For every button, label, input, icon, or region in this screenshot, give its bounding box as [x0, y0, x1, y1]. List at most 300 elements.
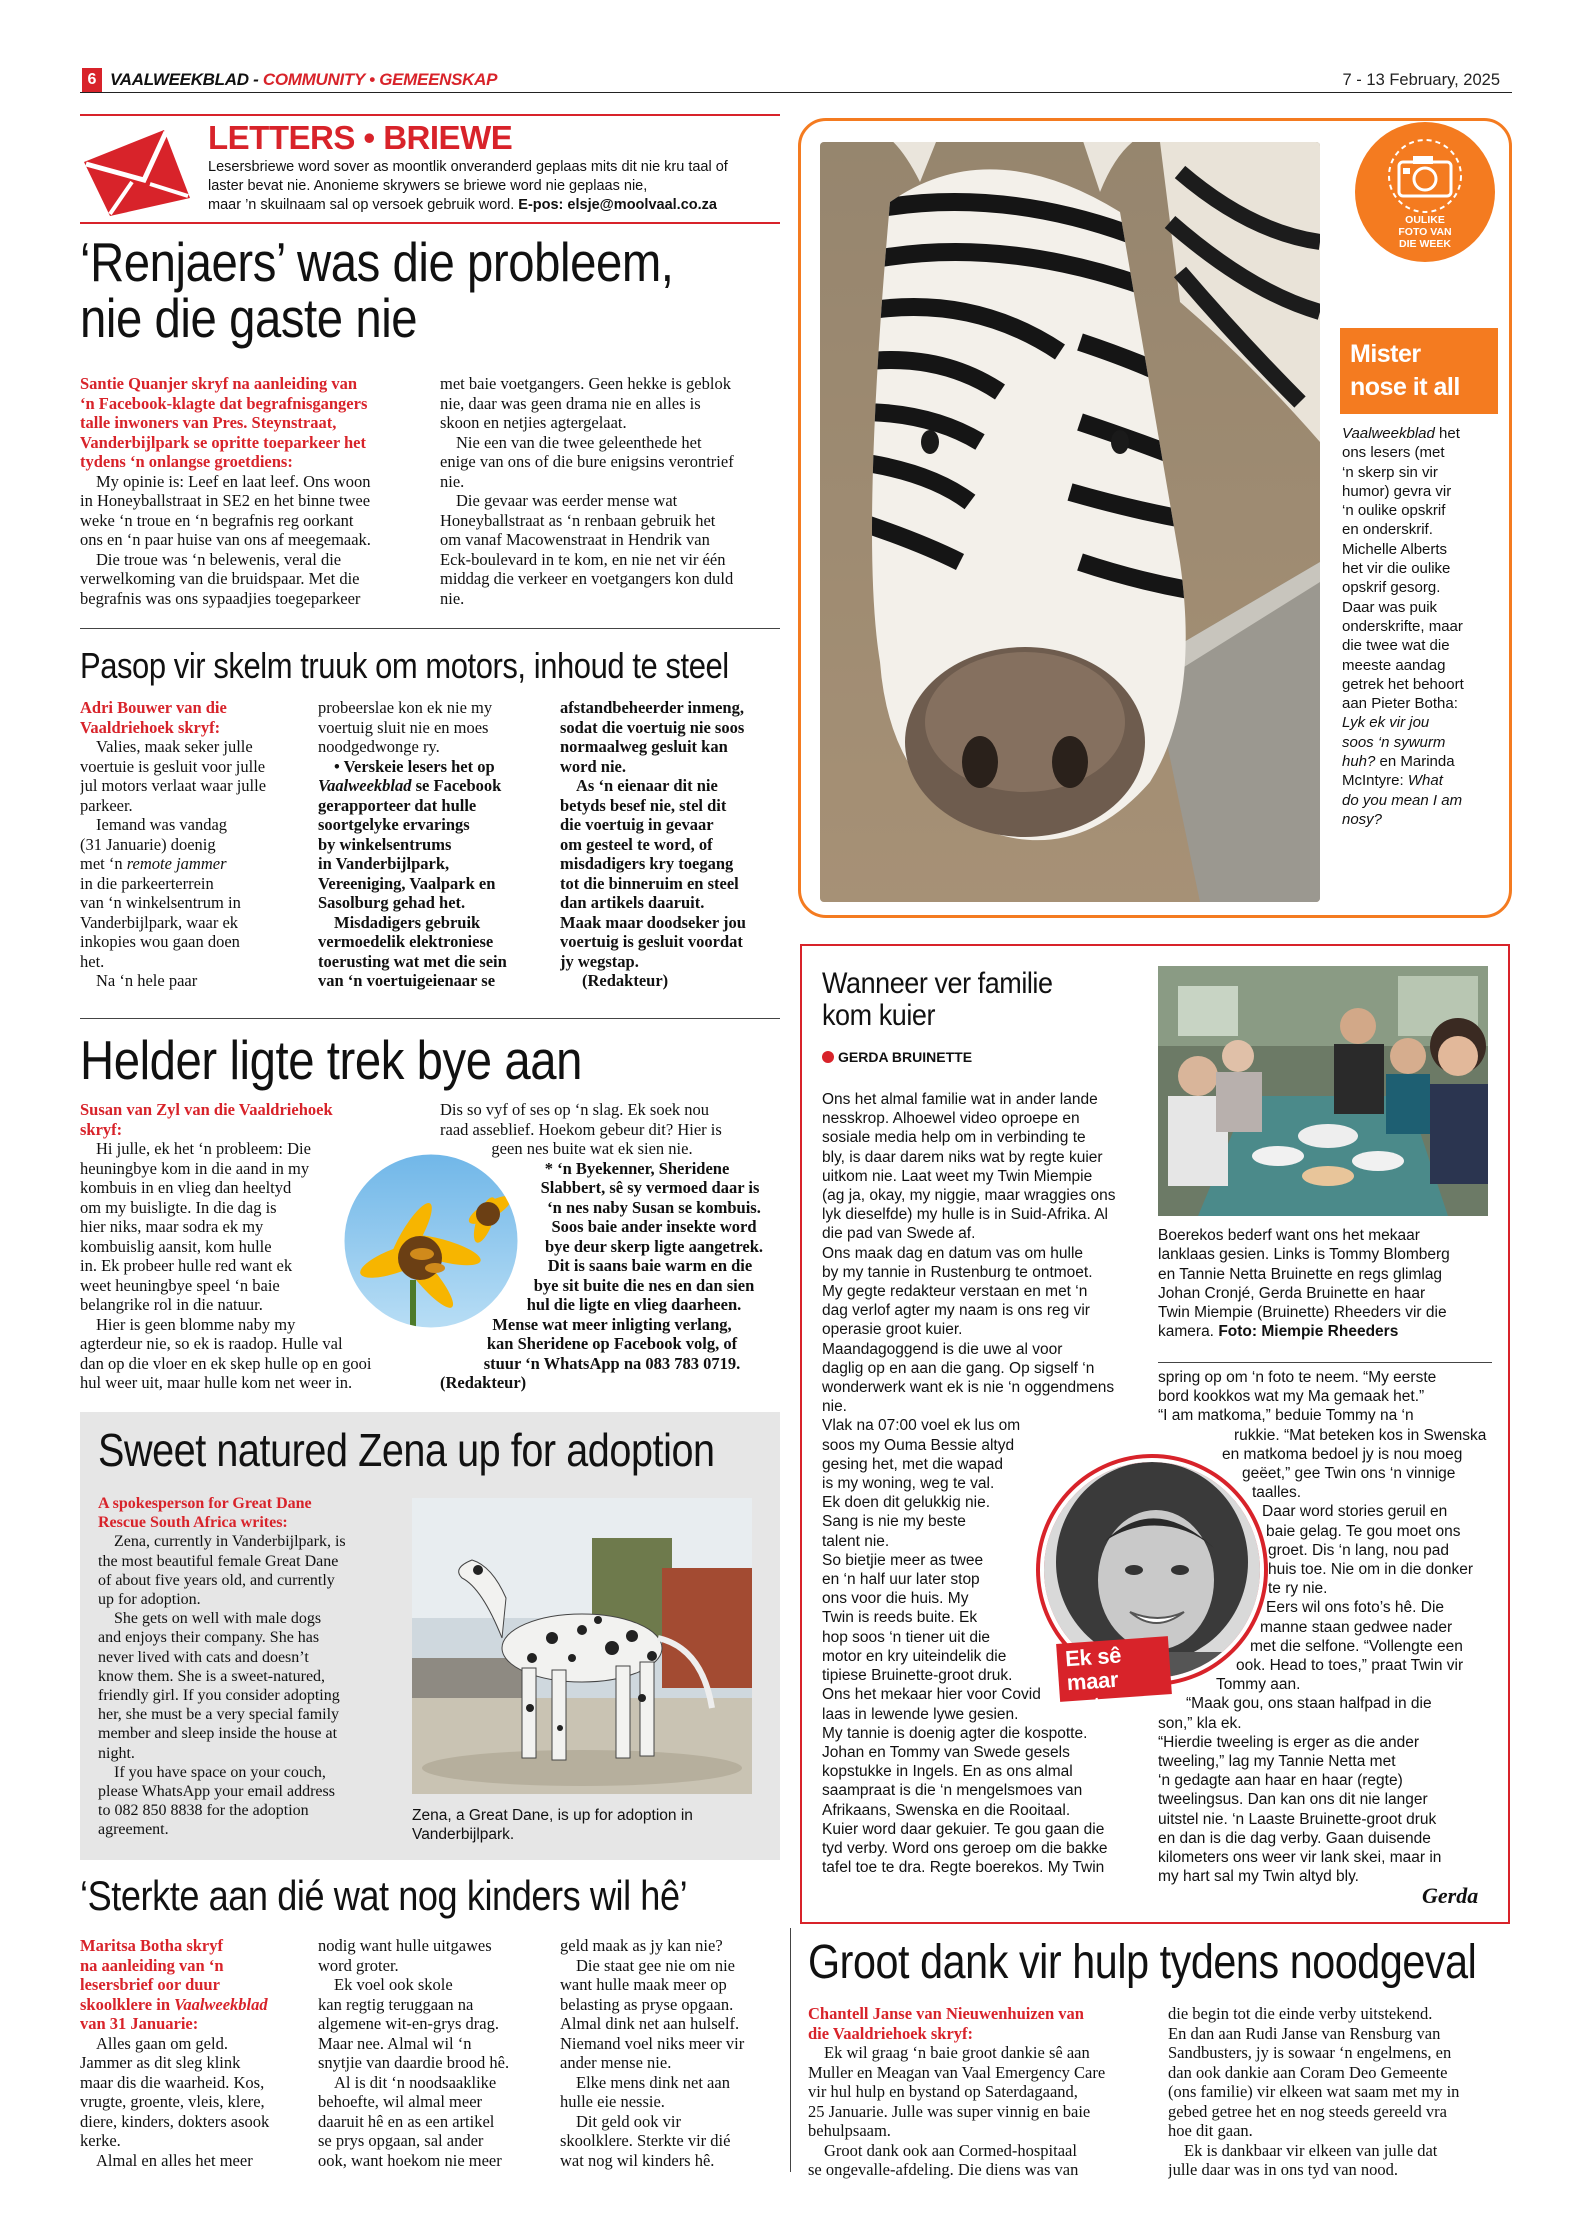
body-line: tafel toe te dra. Regte boerekos. My Twin [822, 1859, 1105, 1877]
body-line: her, she must be a very special family [98, 1706, 340, 1724]
body-line: please WhatsApp your email address [98, 1783, 335, 1801]
body-line: Ek voel ook skole [334, 1975, 453, 1994]
caption-rule [1158, 1362, 1492, 1363]
body-text-italic: Vaalweekblad [318, 776, 412, 795]
body-line: dan op die vloer en ek skep hulle op en gooi [80, 1353, 372, 1373]
body-line: Jammer as dit sleg klink [80, 2053, 241, 2072]
body-line: voertuig is gesluit voordat [560, 932, 743, 951]
body-line: uitkom nie. Laat weet my Twin Miempie [822, 1167, 1093, 1185]
helder-headline: Helder ligte trek bye aan [80, 1029, 582, 1091]
family-byline [822, 1048, 972, 1066]
body-line: manne staan gedwee nader [1260, 1618, 1453, 1636]
zena-headline: Sweet natured Zena up for adoption [98, 1424, 715, 1476]
body-line: dan artikels daaruit. [560, 893, 705, 912]
body-line: Daar word stories geruil en [1262, 1503, 1448, 1521]
body-line: in Vanderbijlpark, [318, 854, 450, 873]
letters-title: LETTERS • BRIEWE [208, 119, 513, 156]
body-line: voertuig sluit nie en moes [318, 717, 489, 737]
body-line: belasting as pryse opgaan. [560, 1994, 734, 2014]
body-line: probeerslae kon ek nie my [318, 698, 493, 717]
pasop-col-3 [560, 698, 782, 991]
body-line: Ek doen dit gelukkig nie. [822, 1494, 991, 1512]
body-line: geld maak as jy kan nie? [560, 1936, 723, 1955]
text-line: het vir die oulike [1342, 560, 1451, 578]
body-line: Sasolburg gehad het. [318, 893, 466, 912]
sterkte-col-1 [80, 1936, 296, 2170]
lead-line: Adri Bouwer van die [80, 698, 227, 717]
body-line: misdadigers kry toegang [560, 854, 734, 873]
body-line: bye deur skerp ligte aangetrek. [544, 1236, 763, 1256]
headline-line: Wanneer ver familie [822, 967, 1053, 1000]
text-line: en onderskrif. [1342, 521, 1433, 539]
body-line: agreement. [98, 1821, 169, 1839]
section-rule [80, 628, 780, 629]
body-line: saampraat is die ‘n mengelsmoes van [822, 1782, 1083, 1800]
dank-col-1 [808, 2004, 1160, 2180]
body-line: my hart sal my Twin altyd bly. [1158, 1868, 1359, 1886]
body-line: kan Sheridene op Facebook volg, of [486, 1334, 738, 1353]
photo-credit: Foto: Miempie Rheeders [1218, 1323, 1399, 1341]
letters-policy [208, 158, 778, 215]
lead-line: Maritsa Botha skryf [80, 1936, 223, 1955]
body-line: voertuie is gesluit voor julle [80, 756, 266, 776]
body-line: Ek is dankbaar vir elkeen van julle dat [1184, 2140, 1438, 2160]
body-line: in Honeyballstraat in SE2 en het binne twee [80, 491, 371, 510]
body-line: dag verlof agter my naam is ons reg vir [822, 1302, 1090, 1320]
renjaers-col-2 [440, 374, 780, 608]
byline-name: GERDA BRUINETTE [838, 1049, 973, 1065]
body-line: operasie groot kuier. [822, 1321, 963, 1339]
body-line: Vlak na 07:00 voel ek lus om [822, 1417, 1021, 1435]
policy-line: laster bevat nie. Anonieme skrywers se briewe word nie geplaas nie, [208, 178, 648, 194]
body-line: Tommy aan. [1216, 1676, 1301, 1694]
body-line: toerusting wat met die sein [318, 951, 507, 971]
body-line: hul die ligte en vlieg daarheen. [526, 1295, 742, 1314]
body-line: Hi julle, ek het ‘n probleem: Die [96, 1139, 311, 1158]
text: het [1434, 425, 1460, 442]
body-line: nie. [440, 471, 465, 491]
body-line: up for adoption. [98, 1591, 201, 1609]
lead-line: die Vaaldriehoek skryf: [808, 2023, 974, 2043]
lead-line: Vanderbijlpark se opritte toeparkeer het [80, 432, 366, 452]
body-line: Zena, currently in Vanderbijlpark, is [114, 1533, 346, 1551]
title-line: nose it all [1350, 373, 1460, 401]
body-line: bye sit buite die nes en dan sien [533, 1275, 755, 1295]
body-line: to 082 850 8838 for the adoption [98, 1802, 309, 1820]
body-line: en ‘n half uur later stop [822, 1571, 980, 1589]
column-divider [790, 1928, 791, 2172]
photo-of-week-title [1340, 328, 1498, 414]
body-line: weke ‘n troue en ‘n begrafnis reg oorkant [80, 510, 354, 530]
body-line: die pad van Swede af. [822, 1225, 976, 1243]
text-italic: huh? [1342, 753, 1376, 771]
lead-line: ‘n Facebook-klagte dat begrafnisgangers [80, 393, 368, 413]
photo-of-week-badge [1355, 122, 1495, 262]
zena-body [98, 1494, 398, 1840]
body-line: begrafnis was ons sypaadjies toegeparkeer [80, 588, 361, 608]
body-line: hier niks, maar sodra ek my [80, 1217, 264, 1236]
body-line: and enjoys their company. She has [98, 1629, 320, 1647]
text-line: ‘n skerp sin vir [1342, 463, 1438, 481]
author-signature: Gerda [1422, 1883, 1479, 1908]
body-line: talent nie. [822, 1532, 890, 1550]
headline-line: kom kuier [822, 999, 935, 1032]
body-line: nesskrop. Alhoewel video oproepe en [822, 1110, 1080, 1128]
body-line: Maandagoggend is die uwe al voor [822, 1340, 1063, 1358]
body-line: maar dis die waarheid. Kos, [80, 2072, 265, 2092]
body-line: want hulle maak meer op [560, 1975, 727, 1994]
header-rule [80, 92, 1512, 93]
body-line: is my woning, weg te val. [822, 1475, 995, 1493]
body-line: skoon en netjies agtergelaat. [440, 413, 627, 432]
body-line: 25 Januarie. Julle was super vinnig en baie [808, 2101, 1091, 2121]
body-line: Misdadigers gebruik [334, 912, 481, 932]
body-line: • Verskeie lesers het op [334, 756, 495, 776]
lead-text-italic: Vaalweekblad [174, 1994, 268, 2014]
headline-line: nie die gaste nie [80, 287, 418, 349]
body-line: dan ook dankie aan Coram Deo Gemeente [1168, 2062, 1448, 2082]
zebra-photo [820, 142, 1320, 902]
body-line: Vereeniging, Vaalpark en [318, 873, 496, 893]
text-line: getrek het behoort [1342, 675, 1464, 693]
body-line: (31 Januarie) doenig [80, 834, 216, 854]
body-line: ook, want hoekom nie meer [318, 2150, 502, 2170]
photo-of-week-text [1342, 424, 1502, 829]
body-line: belangrike rol in die natuur. [80, 1295, 263, 1314]
body-line: Twin is reeds buite. Ek [822, 1609, 978, 1627]
body-line: die voertuig in gevaar [560, 815, 714, 834]
text-line: meeste aandag [1342, 656, 1446, 674]
body-line: tipiese Bruinette-groot druk. [822, 1667, 1013, 1685]
body-line: Soos baie ander insekte word [551, 1217, 757, 1236]
badge-line: OULIKE [1405, 214, 1445, 226]
body-line: Sandbusters, jy is sowaar ‘n engelmens, en [1168, 2043, 1452, 2062]
body-line: Na ‘n hele paar [96, 971, 198, 990]
body-line: ons en ‘n paar huise van ons af meegemaak. [80, 530, 371, 549]
body-line: met baie voetgangers. Geen hekke is geblok [440, 374, 731, 393]
body-line: Eck-boulevard in te kom, en nie net vir één [440, 549, 726, 569]
body-line: motor en kry uiteindelik die [822, 1647, 1007, 1665]
badge-text [1355, 214, 1495, 250]
family-dinner-photo [1158, 966, 1488, 1216]
body-line: If you have space on your couch, [114, 1763, 326, 1781]
body-line: * ‘n Byekenner, Sheridene [544, 1158, 730, 1178]
family-photo-caption [1158, 1226, 1492, 1342]
dank-headline: Groot dank vir hulp tydens noodgeval [808, 1936, 1477, 1989]
body-line: diere, kinders, dokters asook [80, 2111, 270, 2131]
editor-note: (Redakteur) [582, 971, 669, 990]
body-line: behoefte, wil almal meer [318, 2092, 483, 2111]
body-line: by my tannie in Rustenburg te ontmoet. [822, 1263, 1093, 1281]
text-line: Michelle Alberts [1342, 540, 1448, 558]
body-line: het. [80, 951, 105, 971]
body-line: taalles. [1252, 1484, 1302, 1502]
body-line: nie, daar was geen drama nie en alles is [440, 393, 701, 413]
body-line: noodgedwonge ry. [318, 737, 440, 756]
body-line: kerke. [80, 2131, 121, 2150]
body-line: Kuier word daar gekuier. Te gou gaan die [822, 1820, 1105, 1838]
masthead [110, 68, 497, 92]
editor-note: (Redakteur) [440, 1373, 527, 1392]
body-line: My opinie is: Leef en laat leef. Ons woon [96, 471, 371, 491]
body-line: “I am matkoma,” beduie Tommy na ‘n [1158, 1407, 1414, 1425]
body-line: om vanaf Macowenstraat in Hendrik van [440, 530, 710, 549]
text-line: ‘n oulike opskrif [1342, 502, 1446, 520]
body-line: die begin tot die einde verby uitstekend. [1168, 2004, 1433, 2023]
text: McIntyre: [1342, 772, 1408, 790]
body-line: Almal dink net aan hulself. [560, 2014, 740, 2033]
body-line: the most beautiful female Great Dane [98, 1552, 339, 1570]
body-line: Die gevaar was eerder mense wat [456, 491, 678, 510]
sterkte-headline: ‘Sterkte aan dié wat nog kinders wil hê’ [80, 1872, 688, 1919]
body-line: julle daar was in ons tyd van nood. [1168, 2160, 1399, 2179]
body-line: Die staat gee nie om nie [576, 1955, 735, 1975]
body-line: Almal en alles het meer [96, 2150, 253, 2170]
lead-line: talle inwoners van Pres. Steynstraat, [80, 413, 337, 432]
body-line: soos my Ouma Bessie altyd [822, 1436, 1015, 1454]
body-text-italic: remote jammer [126, 854, 227, 873]
banner-top-rule [80, 114, 780, 116]
text-line: ons lesers (met [1342, 444, 1445, 462]
body-line: heuningbye kom in die aand in my [80, 1158, 310, 1178]
body-line: parkeer. [80, 795, 133, 815]
body-line: Ons het almal familie wat in ander lande [822, 1091, 1098, 1108]
body-line: son,” kla ek. [1158, 1714, 1242, 1732]
text-italic: What [1407, 772, 1443, 790]
lead-line: van 31 Januarie: [80, 2014, 199, 2033]
body-line: ons voor die huis. My [822, 1590, 969, 1608]
bee-sunflower-photo [340, 1150, 522, 1332]
lead-line: na aanleiding van ‘n [80, 1955, 224, 1975]
body-line: night. [98, 1744, 135, 1762]
body-line: Groot dank ook aan Cormed-hospitaal [824, 2140, 1077, 2160]
body-line: Ons het mekaar hier voor Covid [822, 1686, 1041, 1704]
body-line: snytjie van daardie brood hê. [318, 2053, 510, 2072]
banner-bottom-rule [80, 222, 780, 224]
body-line: Afrikaans, Swenska en die Rooitaal. [822, 1801, 1071, 1819]
text-italic: Vaalweekblad [1342, 425, 1435, 442]
body-line: gesing het, met die wapad [822, 1455, 1003, 1473]
zena-caption [412, 1806, 752, 1844]
caption-line: en Tannie Netta Bruinette en regs glimlag [1158, 1265, 1443, 1283]
text-line: Daar was puik [1342, 598, 1438, 616]
body-line: Ek wil graag ‘n baie groot dankie sê aan [824, 2043, 1090, 2062]
body-line: My tannie is doenig agter die kospotte. [822, 1724, 1088, 1742]
body-line: van ‘n winkelsentrum in [80, 893, 241, 912]
masthead-paper: VAALWEEKBLAD - [110, 70, 263, 89]
body-line: never lived with cats and doesn’t [98, 1648, 309, 1666]
body-line: geëet,” gee Twin ons ‘n vinnige [1242, 1465, 1456, 1483]
body-line: stuur ‘n WhatsApp na 083 783 0719. [483, 1353, 741, 1373]
body-line: kopstukke in Ingels. En as ons almal [822, 1763, 1073, 1781]
body-line: Eers wil ons foto’s hê. Die [1266, 1599, 1445, 1617]
body-line: Iemand was vandag [96, 815, 228, 834]
sterkte-col-3 [560, 1936, 782, 2170]
body-line: hul weer uit, maar hulle kom net weer in. [80, 1373, 353, 1392]
lead-line: lesersbrief oor duur [80, 1975, 220, 1994]
body-line: Valies, maak seker julle [96, 737, 253, 756]
body-line: “Hierdie tweeling is erger as die ander [1158, 1733, 1420, 1751]
body-line: vermoedelik elektroniese [318, 932, 494, 951]
body-line: word groter. [318, 1955, 399, 1975]
body-line: Nie een van die twee geleenthede het [456, 432, 702, 452]
body-line: soortgelyke ervarings [318, 815, 470, 834]
body-line: lyk dieselfde) my hulle is in Suid-Afrika. Al [822, 1206, 1109, 1224]
body-line: skoolklere. Sterkte vir dié [560, 2131, 731, 2150]
great-dane-photo [412, 1498, 752, 1794]
body-line: Slabbert, sê sy vermoed daar is [540, 1178, 760, 1197]
body-line: se prys opgaan, sal ander [318, 2131, 484, 2150]
text-line: nosy? [1342, 810, 1383, 828]
body-line: en matkoma bedoel jy is nou moeg [1222, 1445, 1463, 1463]
page-number: 6 [82, 68, 102, 92]
body-line: (ag ja, okay, my niggie, maar wraggies ons [822, 1187, 1116, 1205]
body-line: wonderwerk want ek is nie ‘n oggendmens [822, 1379, 1115, 1397]
tag-line: Ek sê [1064, 1642, 1122, 1672]
body-line: gerapporteer dat hulle [318, 795, 477, 815]
dank-col-2 [1168, 2004, 1512, 2180]
caption-line: Zena, a Great Dane, is up for adoption in [412, 1807, 693, 1824]
body-line: en dan is die dag verby. Gaan duisende [1158, 1829, 1431, 1847]
caption-line: Boerekos bederf want ons het mekaar [1158, 1227, 1420, 1244]
body-line: Vanderbijlpark, waar ek [80, 912, 239, 932]
body-line: om my buisligte. In die dag is [80, 1197, 277, 1217]
body-line: groet. Dis ‘n lang, nou pad [1268, 1541, 1449, 1559]
text-line: Lyk ek vir jou [1342, 714, 1430, 732]
caption-line: Twin Miempie (Bruinette) Rheeders vir die [1158, 1304, 1447, 1322]
body-line: middag die verkeer en voetgangers kon duld [440, 569, 734, 588]
text: en Marinda [1375, 753, 1455, 771]
body-line: Dit is saans baie warm en die [547, 1256, 753, 1275]
body-line: jy wegstap. [560, 951, 639, 971]
body-line: (ons familie) vir elkeen wat saam met my in [1168, 2082, 1460, 2101]
text-line: humor) gevra vir [1342, 482, 1452, 500]
body-line: jul motors verlaat waar julle [80, 776, 267, 795]
lead-line: Chantell Janse van Nieuwenhuizen van [808, 2004, 1084, 2023]
body-line: hoe dit gaan. [1168, 2121, 1253, 2140]
body-line: weet heuningbye speel ‘n baie [80, 1275, 280, 1295]
text-line: opskrif gesorg. [1342, 579, 1441, 597]
renjaers-col-1 [80, 374, 420, 608]
text-line: die twee wat die [1342, 637, 1450, 655]
body-line: in. Ek probeer hulle red want ek [80, 1256, 293, 1275]
body-line: huis toe. Nie om in die donker [1268, 1561, 1474, 1579]
body-line: vir hul hulp en bystand op Saterdagaand, [808, 2082, 1078, 2101]
text-line: onderskrifte, maar [1342, 617, 1463, 635]
body-line: gebed getree het en nog steeds gereeld vra [1168, 2101, 1447, 2121]
family-headline [822, 968, 1053, 1032]
body-line: kombuis in en vlieg dan heeltyd [80, 1178, 292, 1197]
title-line: Mister [1350, 340, 1421, 368]
pasop-col-2 [318, 698, 544, 991]
body-line: Maak maar doodseker jou [560, 912, 746, 932]
body-line: word nie. [560, 756, 626, 776]
lead-line: Rescue South Africa writes: [98, 1514, 288, 1532]
pasop-headline: Pasop vir skelm truuk om motors, inhoud te steel [80, 645, 729, 686]
body-line: wat nog wil kinders hê. [560, 2150, 715, 2170]
body-line: hop soos ‘n tiener uit die [822, 1628, 991, 1646]
lead-line: skryf: [80, 1119, 123, 1139]
body-line: Johan en Tommy van Swede gesels [822, 1743, 1070, 1761]
body-text: se Facebook [411, 776, 502, 795]
body-line: nodig want hulle uitgawes [318, 1936, 492, 1955]
body-line: Die troue was ‘n belewenis, veral die [96, 549, 342, 569]
body-line: Niemand voel niks meer vir [560, 2033, 745, 2053]
body-line: Alles gaan om geld. [96, 2033, 228, 2053]
body-line: laas in lewende lywe gesien. [822, 1705, 1019, 1723]
body-line: behulpsaam. [808, 2121, 891, 2140]
body-line: Mense wat meer inligting verlang, [492, 1314, 732, 1334]
body-line: afstandbeheerder inmeng, [560, 698, 744, 717]
lead-text: skoolklere in [80, 1994, 175, 2014]
body-line: daglig op en aan die gang. Op sigself ‘n [822, 1359, 1095, 1377]
lead-line: tydens ‘n onlangse groetdiens: [80, 452, 293, 471]
body-line: tweelingsus. Dan kan ons dit nie langer [1158, 1791, 1428, 1809]
body-line: geen nes buite wat ek sien nie. [491, 1139, 693, 1158]
body-line: Dis so vyf of ses op ‘n slag. Ek soek nou [440, 1100, 710, 1119]
body-line: ook. Head to toes,” praat Twin vir [1236, 1657, 1464, 1675]
body-line: enige van ons of die bure enigsins verontrief [440, 452, 734, 471]
body-line: Honeyballstraat as ‘n renbaan gebruik het [440, 510, 716, 530]
byline-dot-icon [822, 1051, 834, 1063]
body-line: bord kookkos wat my Ma gemaak het.” [1158, 1388, 1425, 1406]
body-line: uitstel nie. ‘n Laaste Bruinette-groot druk [1158, 1810, 1437, 1828]
body-line: Elke mens dink net aan [576, 2072, 730, 2092]
lead-line: Santie Quanjer skryf na aanleiding van [80, 374, 358, 393]
body-line: En dan aan Rudi Janse van Rensburg van [1168, 2023, 1441, 2043]
body-line: om gesteel te word, of [560, 834, 713, 854]
body-line: van ‘n voertuigeienaar se [318, 971, 496, 990]
body-line: sodat die voertuig nie soos [560, 717, 745, 737]
issue-date: 7 - 13 February, 2025 [1342, 71, 1500, 89]
body-line: My gegte redakteur verstaan en met ‘n [822, 1283, 1088, 1301]
body-line: algemene wit-en-grys drag. [318, 2014, 499, 2033]
badge-line: DIE WEEK [1399, 238, 1451, 250]
badge-line: FOTO VAN [1398, 226, 1452, 238]
text-line: soos ‘n sywurm [1342, 733, 1446, 751]
body-line: Hier is geen blomme naby my [96, 1314, 296, 1334]
body-line: tot die binneruim en steel [560, 873, 739, 893]
body-line: friendly girl. If you consider adopting [98, 1687, 340, 1705]
body-line: So bietjie meer as twee [822, 1551, 984, 1569]
renjaers-headline [80, 231, 674, 349]
body-line: nie. [440, 588, 465, 608]
letters-email: E-pos: elsje@moolvaal.co.za [518, 197, 717, 213]
body-line: vrugte, groente, vleis, klere, [80, 2092, 265, 2111]
body-line: verwelkoming van die bruidspaar. Met die [80, 569, 360, 588]
pasop-col-1 [80, 698, 296, 991]
lead-line: A spokesperson for Great Dane [98, 1495, 312, 1512]
body-line: te ry nie. [1268, 1580, 1328, 1598]
body-line: tweeling,” lag my Tannie Netta met [1158, 1753, 1396, 1771]
body-line: know them. She is a sweet-natured, [98, 1667, 326, 1685]
body-line: bly, is daar darem niks wat by regte kuier [822, 1148, 1103, 1166]
caption-text: kamera. [1158, 1323, 1219, 1341]
body-line: Maar nee. Almal wil ‘n [318, 2033, 472, 2053]
body-line: kombuislig aansit, kom hulle [80, 1236, 272, 1256]
body-line: She gets on well with male dogs [114, 1610, 322, 1628]
body-line: inkopies wou gaan doen [80, 932, 240, 951]
body-text: met ‘n [80, 854, 127, 873]
body-line: hulle eie nessie. [560, 2092, 665, 2111]
caption-line: Johan Cronjé, Gerda Bruinette en haar [1158, 1284, 1426, 1302]
headline-line: ‘Renjaers’ was die probleem, [80, 231, 674, 293]
body-line: betyds besef nie, stel dit [560, 795, 727, 815]
body-line: As ‘n eienaar dit nie [576, 776, 718, 795]
body-line: rukkie. “Mat beteken kos in Swenska [1234, 1426, 1487, 1444]
tag-line: maar net... [1065, 1666, 1120, 1720]
body-line: by winkelsentrums [318, 834, 452, 854]
